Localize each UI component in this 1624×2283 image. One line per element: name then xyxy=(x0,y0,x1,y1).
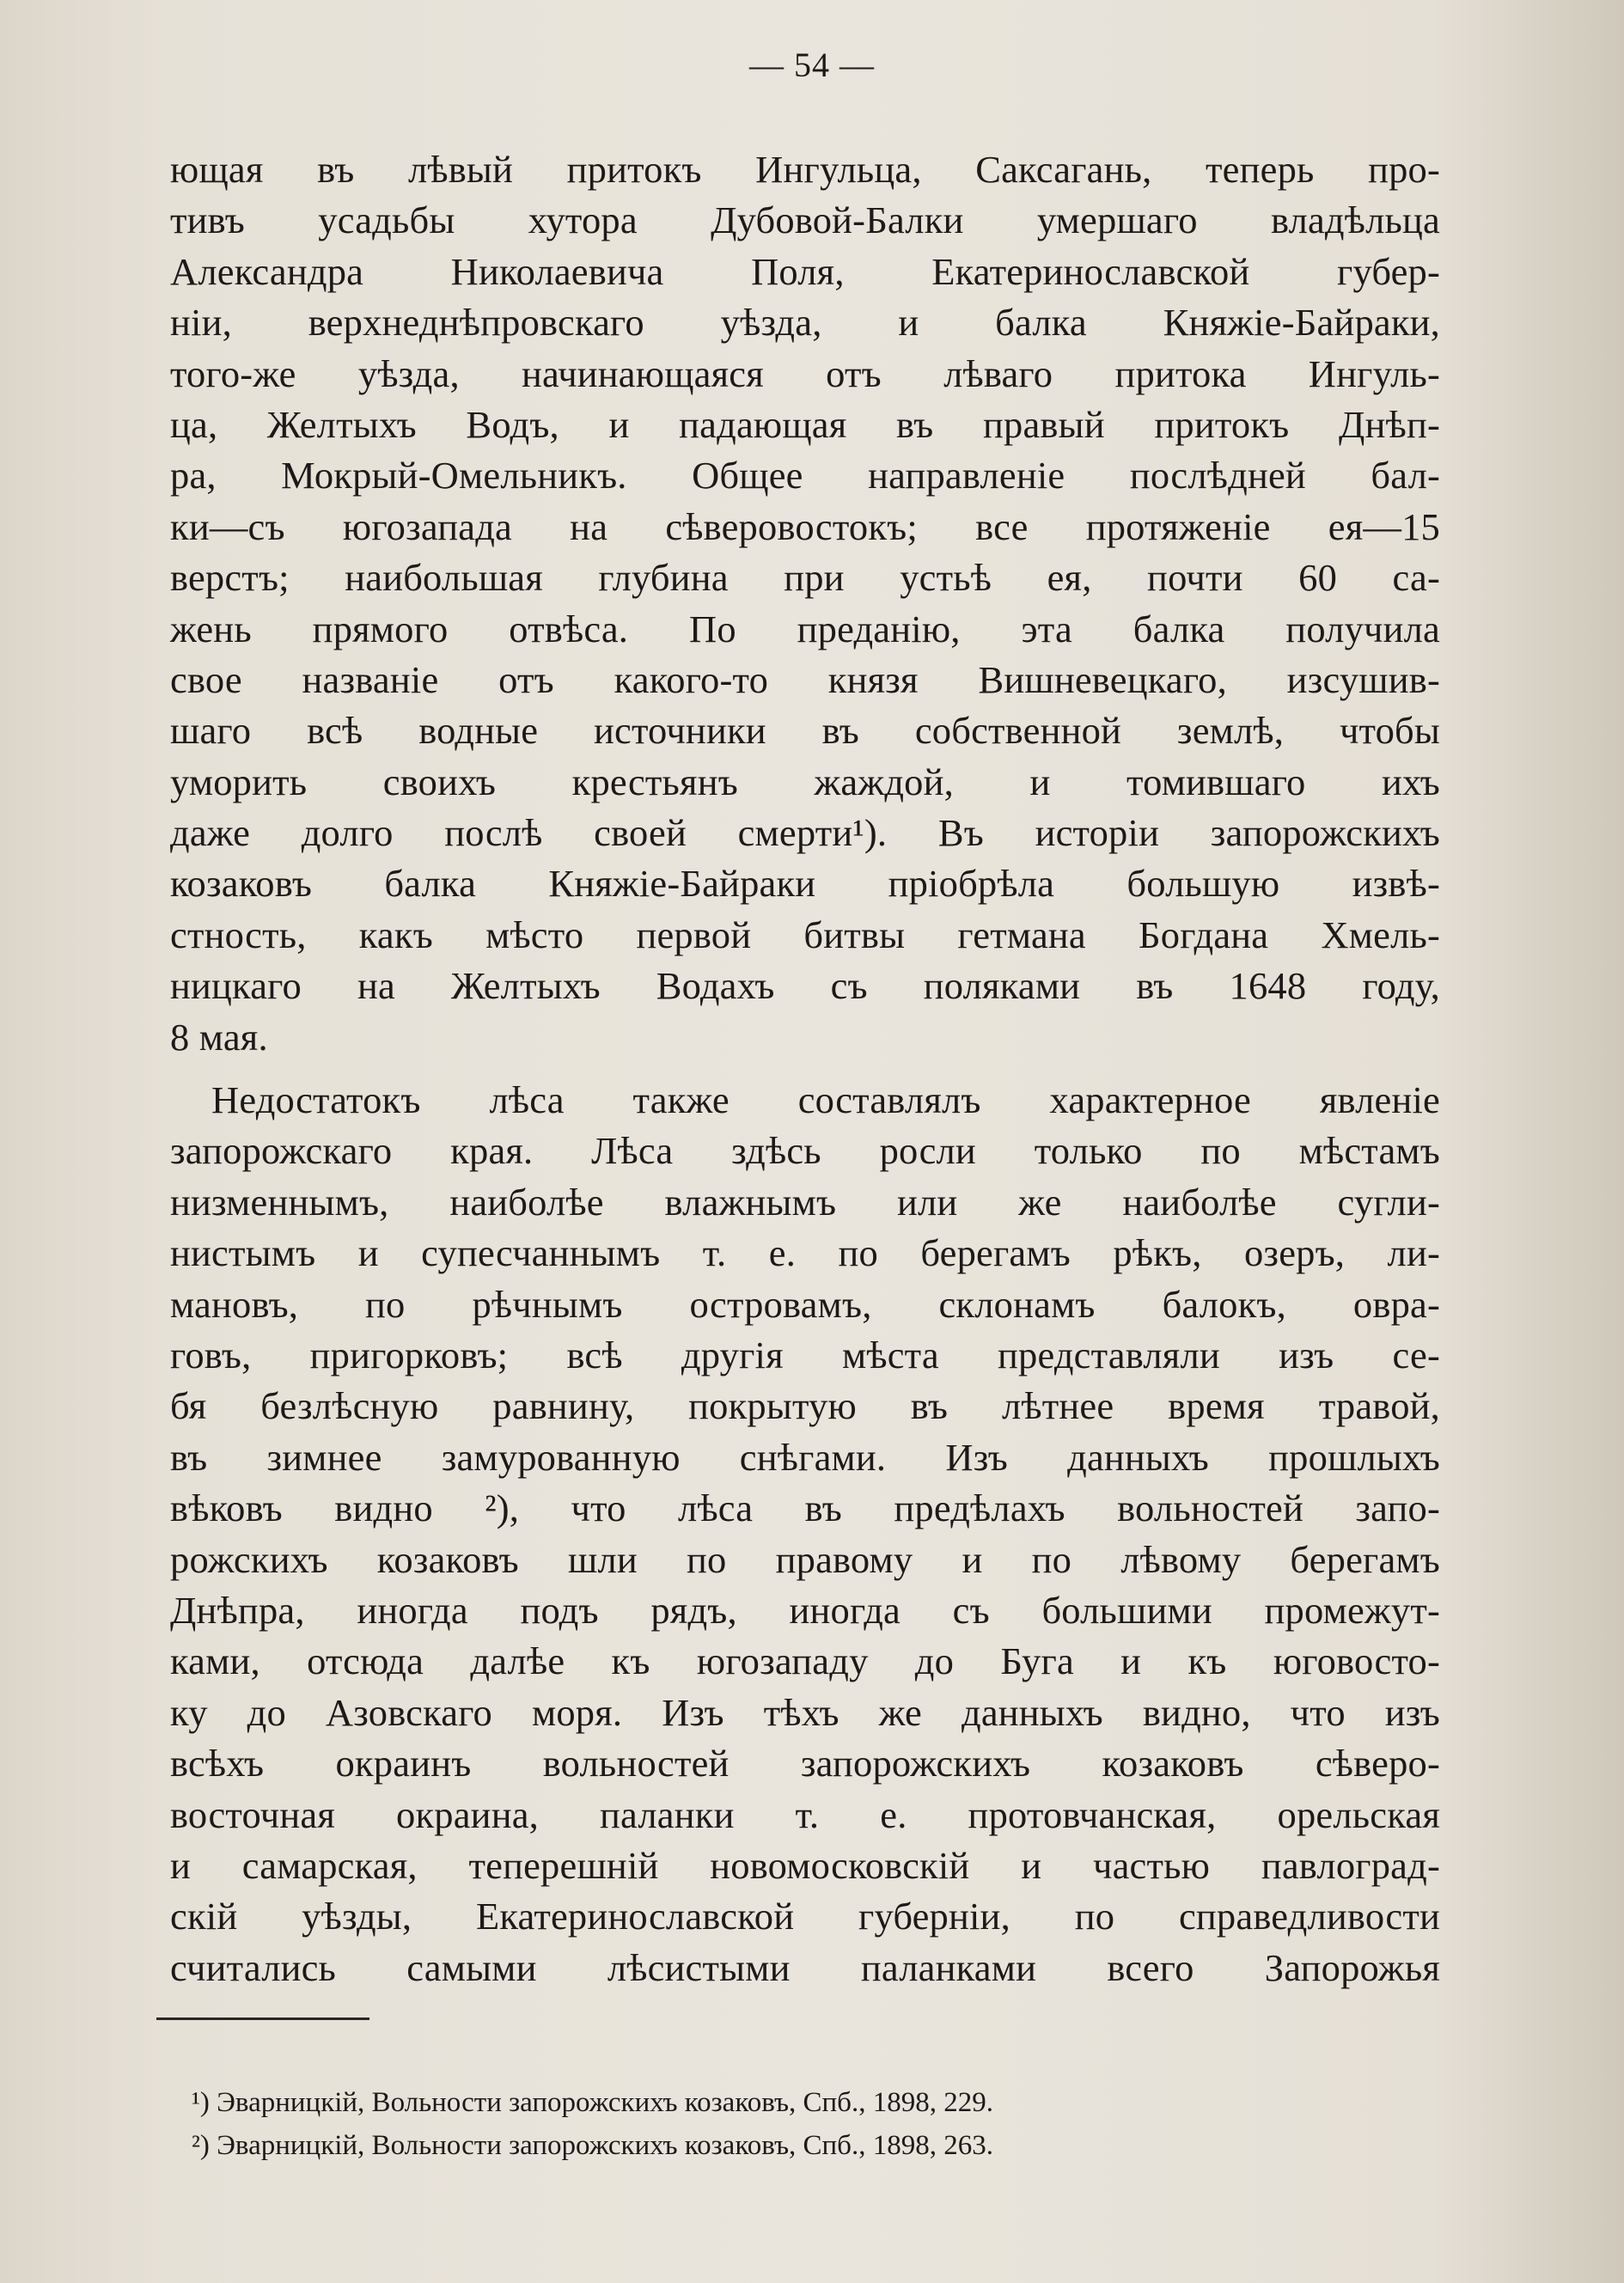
text-line: вѣковъ видно ²), что лѣса въ предѣлахъ вольностей запо- xyxy=(170,1486,1440,1530)
text-line: 8 мая. xyxy=(170,1015,268,1059)
text-line: шаго всѣ водные источники въ собственной землѣ, чтобы xyxy=(170,709,1440,753)
text-line: рожскихъ козаковъ шли по правому и по лѣвому берегамъ xyxy=(170,1537,1440,1581)
text-line: уморить своихъ крестьянъ жаждой, и томившаго ихъ xyxy=(170,760,1440,803)
text-line: восточная окраина, паланки т. е. протовчанская, орельская xyxy=(170,1792,1440,1836)
text-line: даже долго послѣ своей смерти¹). Въ исторіи запорожскихъ xyxy=(170,811,1440,855)
text-line: ками, отсюда далѣе къ югозападу до Буга и къ юговосто- xyxy=(170,1639,1440,1683)
text-line: мановъ, по рѣчнымъ островамъ, склонамъ балокъ, овра- xyxy=(170,1282,1440,1326)
paragraph-gap xyxy=(170,1063,1440,1075)
text-line: ку до Азовскаго моря. Изъ тѣхъ же данныхъ видно, что изъ xyxy=(170,1690,1440,1734)
text-line: скій уѣзды, Екатеринославской губерніи, по справедливости xyxy=(170,1895,1440,1938)
text-line: въ зимнее замурованную снѣгами. Изъ данныхъ прошлыхъ xyxy=(170,1435,1440,1479)
text-line: всѣхъ окраинъ вольностей запорожскихъ козаковъ сѣверо- xyxy=(170,1742,1440,1786)
text-line: бя безлѣсную равнину, покрытую въ лѣтнее время травой, xyxy=(170,1384,1440,1428)
footnote-divider xyxy=(156,2017,369,2020)
text-line: ницкаго на Желтыхъ Водахъ съ поляками въ 1648 году, xyxy=(170,964,1440,1008)
text-line: Днѣпра, иногда подъ рядъ, иногда съ большими промежут- xyxy=(170,1588,1440,1632)
text-line: жень прямого отвѣса. По преданію, эта балка получила xyxy=(170,607,1440,650)
paragraph-2 xyxy=(170,1075,1440,1993)
text-line: ца, Желтыхъ Водъ, и падающая въ правый притокъ Днѣп- xyxy=(170,402,1440,446)
text-line: ра, Мокрый-Омельникъ. Общее направленіе послѣдней бал- xyxy=(170,454,1440,497)
text-line: того-же уѣзда, начинающаяся отъ лѣваго притока Ингуль- xyxy=(170,351,1440,395)
text-line: ющая въ лѣвый притокъ Ингульца, Саксагань, теперь про- xyxy=(170,148,1440,191)
main-text xyxy=(170,144,1440,1993)
text-line: верстъ; наибольшая глубина при устьѣ ея, почти 60 са- xyxy=(170,556,1440,600)
text-line: Недостатокъ лѣса также составлялъ характерное явленіе xyxy=(211,1078,1440,1122)
text-line: ки—съ югозапада на сѣверовостокъ; все протяженіе ея—15 xyxy=(170,504,1440,548)
text-line: низменнымъ, наиболѣе влажнымъ или же наиболѣе сугли- xyxy=(170,1180,1440,1224)
text-line: запорожскаго края. Лѣса здѣсь росли только по мѣстамъ xyxy=(170,1129,1440,1173)
text-line: стность, какъ мѣсто первой битвы гетмана Богдана Хмель- xyxy=(170,913,1440,956)
text-line: свое названіе отъ какого-то князя Вишневецкаго, изсушив- xyxy=(170,657,1440,701)
text-line: нистымъ и супесчаннымъ т. е. по берегамъ рѣкъ, озеръ, ли- xyxy=(170,1231,1440,1275)
footnote-2: ²) Эварницкій, Вольности запорожскихъ козаковъ, Спб., 1898, 263. xyxy=(192,2130,993,2161)
text-line: Александра Николаевича Поля, Екатеринославской губер- xyxy=(170,249,1440,293)
text-line: ніи, верхнеднѣпровскаго уѣзда, и балка Княжіе-Байраки, xyxy=(170,301,1440,345)
text-line: и самарская, теперешній новомосковскій и частью павлоград- xyxy=(170,1843,1440,1887)
paragraph-1 xyxy=(170,144,1440,1063)
text-line: говъ, пригорковъ; всѣ другія мѣста представляли изъ се- xyxy=(170,1333,1440,1377)
text-line: тивъ усадьбы хутора Дубовой-Балки умершаго владѣльца xyxy=(170,198,1440,242)
text-line: считались самыми лѣсистыми паланками всего Запорожья xyxy=(170,1945,1440,1989)
text-line: козаковъ балка Княжіе-Байраки пріобрѣла большую извѣ- xyxy=(170,862,1440,906)
footnotes xyxy=(192,2081,1395,2167)
footnote-1: ¹) Эварницкій, Вольности запорожскихъ козаковъ, Спб., 1898, 229. xyxy=(192,2087,993,2118)
page-number: — 54 — xyxy=(749,46,875,84)
